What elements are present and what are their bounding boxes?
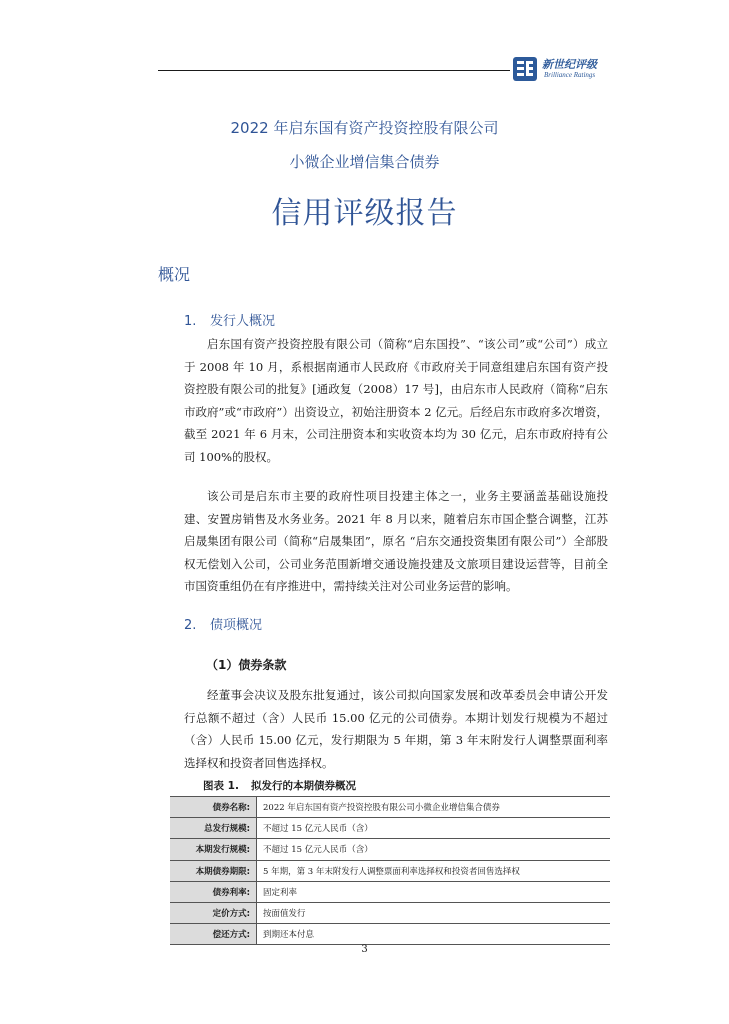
table-key-cell: 定价方式: bbox=[170, 902, 257, 923]
header-rule bbox=[158, 70, 510, 71]
bond-summary-table bbox=[170, 796, 610, 945]
table-row bbox=[170, 839, 610, 860]
table-row bbox=[170, 924, 610, 945]
subsection-label: 发行人概况 bbox=[210, 314, 276, 329]
paragraph-issuer-overview: 启东国有资产投资控股有限公司（简称“启东国投”、“该公司”或“公司”）成立于 2008 年 10 月，系根据南通市人民政府《市政府关于同意组建启东国有资产投资控股有限公司的批复》[通政复（2008）17 号]，由启东市人民政府（简称“启东市政府”或“市政府”）出资设立，初始注册资本 2 亿元。后经启东市政府多次增资，截至 2021 年 6 月末，公司注册资本和实收资本均为 30 亿元，启东市政府持有公司 100%的股权。 bbox=[184, 337, 608, 464]
table-key-cell: 债券名称: bbox=[170, 797, 257, 818]
table-key-cell: 债券利率: bbox=[170, 881, 257, 902]
table-row bbox=[170, 860, 610, 881]
subsection-label: 债项概况 bbox=[210, 618, 263, 633]
section-heading: 概况 bbox=[158, 265, 191, 284]
table-row bbox=[170, 902, 610, 923]
report-title-main: 信用评级报告 bbox=[271, 196, 458, 231]
table-row bbox=[170, 881, 610, 902]
table-value-cell: 不超过 15 亿元人民币（含） bbox=[257, 839, 611, 860]
logo-text-en: Brilliance Ratings bbox=[544, 71, 596, 79]
paragraph-bond-terms: 经董事会决议及股东批复通过，该公司拟向国家发展和改革委员会申请公开发行总额不超过（含）人民币 15.00 亿元的公司债券。本期计划发行规模为不超过（含）人民币 15.00 亿元，发行期限为 5 年期，第 3 年末附发行人调整票面利率选择权和投资者回售选择权。 bbox=[184, 688, 608, 770]
brand-logo bbox=[512, 54, 612, 86]
table-caption-number: 图表 1. bbox=[203, 780, 239, 792]
subsection-heading-bond bbox=[184, 614, 262, 633]
report-title-line2: 小微企业增信集合债券 bbox=[289, 153, 440, 171]
table-value-cell: 5 年期，第 3 年末附发行人调整票面利率选择权和投资者回售选择权 bbox=[257, 860, 611, 881]
logo-text-cn: 新世纪评级 bbox=[542, 58, 597, 71]
subsection-heading-issuer bbox=[184, 310, 275, 329]
table-value-cell: 按面值发行 bbox=[257, 902, 611, 923]
table-caption-text: 拟发行的本期债券概况 bbox=[250, 780, 356, 792]
table-value-cell: 不超过 15 亿元人民币（含） bbox=[257, 818, 611, 839]
subsection-number: 1. bbox=[184, 314, 197, 329]
page-number: 3 bbox=[361, 944, 368, 955]
paragraph-business-overview: 该公司是启东市主要的政府性项目投建主体之一，业务主要涵盖基础设施投建、安置房销售及水务业务。2021 年 8 月以来，随着启东市国企整合调整，江苏启晟集团有限公司（简称“启晟集团”，原名 “启东交通投资集团有限公司”）全部股权无偿划入公司，公司业务范围新增交通设施投建及文旅项目建设运营等，目前全市国资重组仍在有序推进中，需持续关注对公司业务运营的影响。 bbox=[184, 489, 608, 594]
table-value-cell: 到期还本付息 bbox=[257, 924, 611, 945]
table-row bbox=[170, 818, 610, 839]
logo-mark-icon bbox=[512, 56, 538, 82]
table-row bbox=[170, 797, 610, 818]
bond-terms-heading: （1）债券条款 bbox=[206, 658, 287, 672]
table-value-cell: 2022 年启东国有资产投资控股有限公司小微企业增信集合债券 bbox=[257, 797, 611, 818]
table-caption bbox=[203, 778, 356, 793]
table-key-cell: 总发行规模: bbox=[170, 818, 257, 839]
table-value-cell: 固定利率 bbox=[257, 881, 611, 902]
table-key-cell: 本期债券期限: bbox=[170, 860, 257, 881]
table-key-cell: 本期发行规模: bbox=[170, 839, 257, 860]
table-key-cell: 偿还方式: bbox=[170, 924, 257, 945]
report-title-line1: 2022 年启东国有资产投资控股有限公司 bbox=[230, 119, 499, 137]
subsection-number: 2. bbox=[184, 618, 197, 633]
